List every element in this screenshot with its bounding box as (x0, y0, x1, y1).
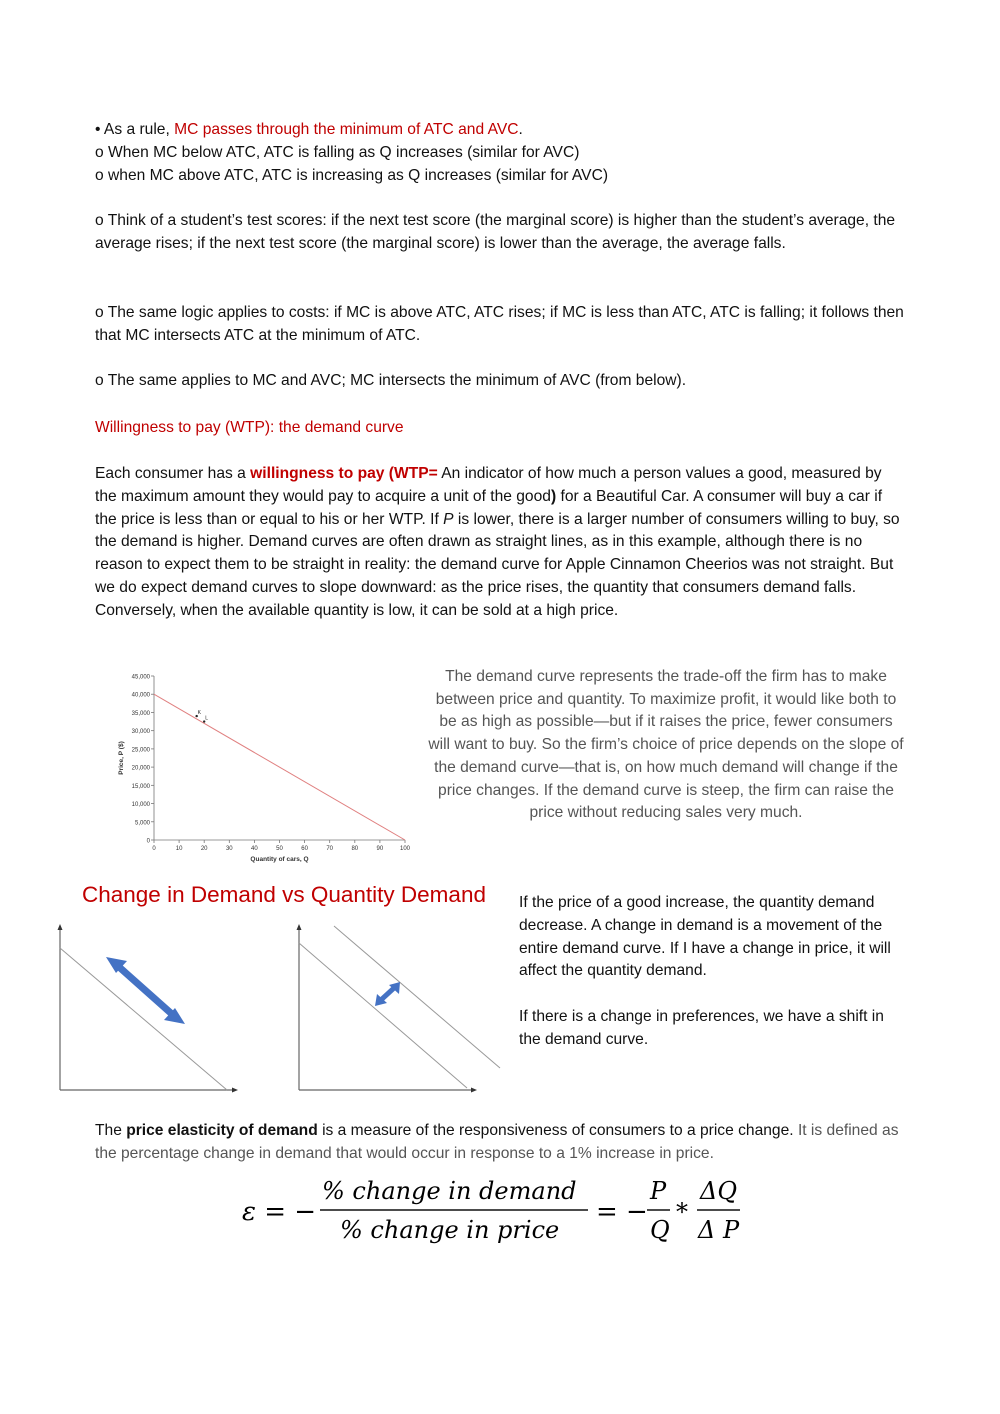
change-demand-svg (52, 918, 507, 1098)
x-tick-label: 90 (376, 846, 384, 852)
left-demand-line (60, 948, 227, 1090)
y-tick-label: 25,000 (131, 747, 150, 754)
x-tick-label: 40 (251, 846, 258, 852)
left-panel (58, 924, 239, 1093)
bullet-mc-below: o When MC below ATC, ATC is falling as Q increases (similar for AVC) (95, 143, 580, 161)
change-demand-title: Change in Demand vs Quantity Demand (82, 882, 486, 907)
right-demand-line-1 (299, 943, 467, 1088)
change-demand-diagram (52, 918, 507, 1098)
bullet-prefix: • As a rule, (95, 121, 175, 138)
right-demand-line-2 (334, 926, 500, 1068)
movement-along-arrow (106, 957, 185, 1024)
paragraph-student-scores (95, 210, 905, 256)
formula-p: P (650, 1177, 667, 1205)
formula-q: Q (650, 1216, 670, 1244)
shift-arrow (375, 982, 400, 1006)
y-tick-label: 0 (146, 838, 150, 845)
x-tick-label: 30 (225, 846, 233, 852)
y-tick-label: 45,000 (131, 674, 150, 681)
x-tick-label: 20 (200, 846, 208, 852)
student-scores-text: o Think of a student’s test scores: if the next test score (the marginal score) is higher than the student’s average, the average rises; if the next test score (the marginal score) is lower than the average, the average falls. (95, 212, 896, 252)
formula-denominator: % change in price (340, 1216, 560, 1244)
wtp-term: willingness to pay (WTP= (250, 465, 438, 482)
y-tick-label: 40,000 (131, 692, 150, 699)
left-x-arrowhead (232, 1088, 238, 1093)
bullet-mc-above: o when MC above ATC, ATC is increasing as Q increases (similar for AVC) (95, 166, 609, 184)
change-demand-explanation (519, 892, 909, 1052)
x-tick-label: 70 (326, 846, 334, 852)
y-tick-label: 35,000 (131, 710, 150, 717)
wtp-definition: An indicator of how much a person values a good, measured by the maximum amount they would pay to acquire a unit of the good (95, 465, 882, 505)
x-axis-label: Quantity of cars, Q (250, 856, 309, 863)
formula-numerator: % change in demand (322, 1177, 577, 1205)
wtp-part1: Each consumer has a (95, 465, 251, 482)
point-label: K (197, 710, 202, 717)
right-x-arrowhead (471, 1088, 477, 1093)
point-label: L (205, 715, 208, 722)
x-tick-label: 50 (276, 846, 283, 852)
elasticity-middle: is a measure of the responsiveness of consumers to a price change. (317, 1122, 798, 1139)
y-tick-label: 5,000 (134, 820, 150, 827)
mc-rule-bullets (95, 119, 905, 187)
wtp-part3: for a Beautiful Car. A consumer will buy a car if the price is less than or equal to his or her WTP. If (95, 487, 883, 528)
formula-lhs: ε = − (242, 1197, 317, 1227)
avc-text: o The same applies to MC and AVC; MC intersects the minimum of AVC (from below). (95, 372, 687, 389)
bullet-highlight: MC passes through the minimum of ATC and AVC (174, 121, 519, 138)
paragraph-cost-logic (95, 302, 905, 348)
bullet-mc-rule (95, 119, 905, 142)
y-axis-label: Price, P ($) (118, 741, 125, 775)
y-tick-label: 15,000 (131, 783, 150, 790)
y-tick-label: 10,000 (131, 802, 150, 809)
elasticity-prefix: The (95, 1122, 127, 1139)
formula-delta-q: ΔQ (700, 1177, 738, 1205)
formula-delta-p: Δ P (698, 1216, 740, 1244)
elasticity-text (95, 1120, 905, 1166)
bullet-suffix: . (518, 121, 523, 138)
x-tick-label: 10 (175, 846, 183, 852)
x-tick-label: 100 (399, 846, 411, 852)
formula-svg (240, 1170, 760, 1250)
formula-times: * (676, 1198, 688, 1226)
wtp-text (95, 463, 905, 623)
demand-chart (112, 664, 417, 869)
wtp-paragraph (95, 463, 905, 623)
price-change-text: If the price of a good increase, the quantity demand decrease. A change in demand is a movement of the entire demand curve. If I have a change in price, it will affect the quantity demand. (519, 894, 891, 980)
wtp-part4: is lower, there is a larger number of consumers willing to buy, so the demand is higher. Demand curves are often drawn as straight lines, as in this example, although there is no reason to expect them to be straight in reality: the demand curve for Apple Cinnamon Cheerios was not straight. But we do expect demand curves to slope downward: as the price rises, the quantity that consumers demand falls. Conversely, when the available quantity is low, it can be sold at a high price. (95, 510, 900, 619)
y-tick-label: 30,000 (131, 729, 150, 736)
right-panel (297, 924, 501, 1093)
demand-caption: The demand curve represents the trade-off the firm has to make between price and quantity. To maximize profit, it would like both to be as high as possible—but if it raises the price, fewer consumers will want to buy. So the firm’s choice of price depends on the slope of the demand curve—that is, on how much demand will change if the price changes. If the demand curve is steep, the firm can raise the price without reducing sales very much. (428, 668, 904, 822)
x-tick-label: 0 (152, 846, 156, 852)
paragraph-avc (95, 370, 905, 393)
elasticity-term: price elasticity of demand (126, 1122, 318, 1139)
demand-curve-line (154, 694, 405, 840)
wtp-paren: ) (550, 487, 557, 505)
price-variable: P (443, 510, 454, 528)
left-y-arrowhead (58, 924, 63, 930)
right-y-arrowhead (297, 924, 302, 930)
cost-logic-text: o The same logic applies to costs: if MC is above ATC, ATC rises; if MC is less than ATC, ATC is falling; it follows then that MC intersects ATC at the minimum of ATC. (95, 304, 904, 344)
y-tick-label: 20,000 (131, 765, 150, 772)
x-tick-label: 80 (351, 846, 359, 852)
preference-change-text: If there is a change in preferences, we have a shift in the demand curve. (519, 1007, 884, 1048)
elasticity-formula (240, 1170, 760, 1250)
formula-eq2: = − (596, 1197, 648, 1227)
elasticity-definition: It is defined as the percentage change in demand that would occur in response to a 1% increase in price. (95, 1122, 899, 1162)
elasticity-paragraph (95, 1120, 905, 1166)
demand-chart-svg (112, 664, 417, 869)
x-tick-label: 60 (301, 846, 308, 852)
wtp-heading: Willingness to pay (WTP): the demand curve (95, 419, 404, 436)
